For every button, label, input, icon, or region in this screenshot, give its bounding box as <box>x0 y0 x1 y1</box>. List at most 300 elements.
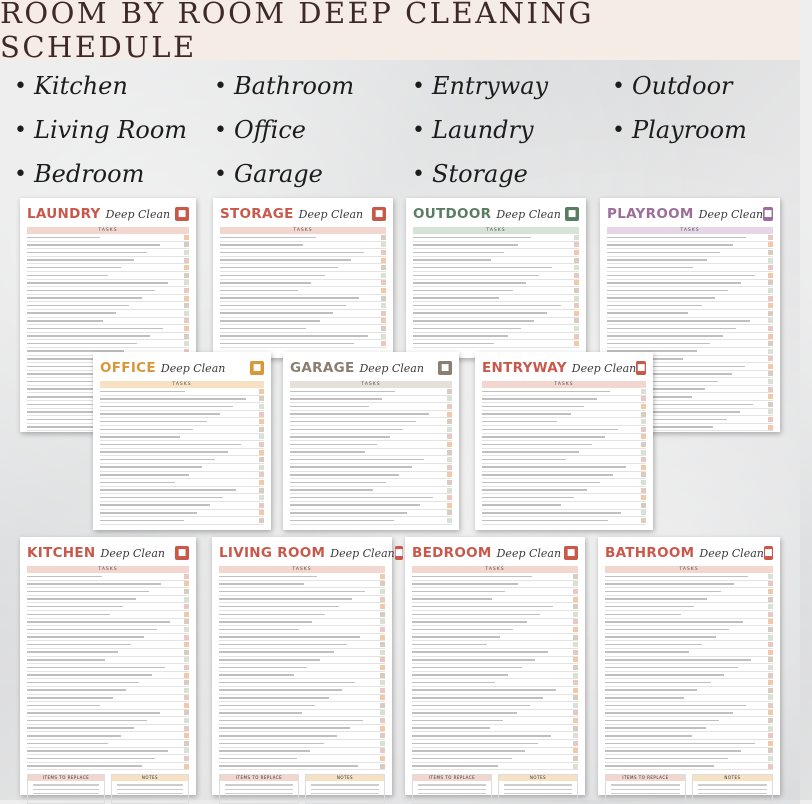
task-row <box>607 242 773 250</box>
task-checkbox[interactable] <box>184 265 189 270</box>
task-text <box>220 282 311 284</box>
task-checkbox[interactable] <box>381 258 386 263</box>
task-checkbox[interactable] <box>380 657 385 662</box>
task-checkbox[interactable] <box>380 597 385 602</box>
task-checkbox[interactable] <box>184 688 189 693</box>
task-checkbox[interactable] <box>259 472 264 477</box>
task-checkbox[interactable] <box>641 419 646 424</box>
task-checkbox[interactable] <box>573 733 578 738</box>
task-checkbox[interactable] <box>573 718 578 723</box>
task-checkbox[interactable] <box>768 356 773 361</box>
task-checkbox[interactable] <box>573 597 578 602</box>
task-checkbox[interactable] <box>768 349 773 354</box>
task-checkbox[interactable] <box>641 488 646 493</box>
task-checkbox[interactable] <box>447 465 452 470</box>
task-checkbox[interactable] <box>259 434 264 439</box>
task-checkbox[interactable] <box>259 396 264 401</box>
task-checkbox[interactable] <box>184 756 189 761</box>
task-checkbox[interactable] <box>641 389 646 394</box>
task-checkbox[interactable] <box>641 465 646 470</box>
task-checkbox[interactable] <box>447 442 452 447</box>
task-checkbox[interactable] <box>380 695 385 700</box>
task-checkbox[interactable] <box>768 748 773 753</box>
task-checkbox[interactable] <box>768 604 773 609</box>
task-text <box>412 765 498 767</box>
task-text <box>27 659 105 661</box>
task-checkbox[interactable] <box>259 510 264 515</box>
task-checkbox[interactable] <box>380 710 385 715</box>
task-checkbox[interactable] <box>380 627 385 632</box>
task-checkbox[interactable] <box>573 680 578 685</box>
task-text <box>220 275 325 277</box>
task-checkbox[interactable] <box>573 650 578 655</box>
task-checkbox[interactable] <box>380 604 385 609</box>
task-checkbox[interactable] <box>768 303 773 308</box>
task-checkbox[interactable] <box>259 442 264 447</box>
task-text <box>27 297 142 299</box>
task-checkbox[interactable] <box>574 318 579 323</box>
task-checkbox[interactable] <box>381 303 386 308</box>
task-checkbox[interactable] <box>184 250 189 255</box>
task-row <box>100 472 264 480</box>
task-checkbox[interactable] <box>641 396 646 401</box>
task-checkbox[interactable] <box>768 597 773 602</box>
task-checkbox[interactable] <box>381 341 386 346</box>
task-text <box>220 305 346 307</box>
task-checkbox[interactable] <box>447 396 452 401</box>
task-checkbox[interactable] <box>768 642 773 647</box>
task-checkbox[interactable] <box>573 764 578 769</box>
task-checkbox[interactable] <box>768 318 773 323</box>
bullet-icon: • <box>412 117 425 143</box>
task-row <box>482 472 646 480</box>
task-text <box>220 252 364 254</box>
task-checkbox[interactable] <box>184 334 189 339</box>
task-checkbox[interactable] <box>768 394 773 399</box>
task-checkbox[interactable] <box>573 574 578 579</box>
task-checkbox[interactable] <box>573 726 578 731</box>
room-item <box>412 108 612 152</box>
task-checkbox[interactable] <box>573 688 578 693</box>
task-checkbox[interactable] <box>184 635 189 640</box>
task-checkbox[interactable] <box>184 296 189 301</box>
task-checkbox[interactable] <box>641 472 646 477</box>
task-checkbox[interactable] <box>768 574 773 579</box>
task-checkbox[interactable] <box>574 326 579 331</box>
task-checkbox[interactable] <box>641 434 646 439</box>
task-checkbox[interactable] <box>259 457 264 462</box>
task-text <box>100 474 189 476</box>
room-label: Outdoor <box>632 72 733 100</box>
task-checkbox[interactable] <box>184 612 189 617</box>
task-text <box>605 758 728 760</box>
task-checkbox[interactable] <box>768 242 773 247</box>
task-checkbox[interactable] <box>380 703 385 708</box>
task-checkbox[interactable] <box>574 303 579 308</box>
task-checkbox[interactable] <box>381 273 386 278</box>
task-checkbox[interactable] <box>641 495 646 500</box>
task-row <box>412 588 578 596</box>
task-checkbox[interactable] <box>184 242 189 247</box>
task-checkbox[interactable] <box>184 280 189 285</box>
task-checkbox[interactable] <box>768 341 773 346</box>
task-checkbox[interactable] <box>768 326 773 331</box>
task-checkbox[interactable] <box>768 710 773 715</box>
task-checkbox[interactable] <box>381 235 386 240</box>
task-checkbox[interactable] <box>641 442 646 447</box>
task-checkbox[interactable] <box>768 379 773 384</box>
task-checkbox[interactable] <box>259 518 264 523</box>
task-checkbox[interactable] <box>573 703 578 708</box>
task-row <box>413 272 579 280</box>
task-text <box>290 504 420 506</box>
task-checkbox[interactable] <box>184 318 189 323</box>
room-item <box>214 152 414 196</box>
task-checkbox[interactable] <box>573 756 578 761</box>
room-item <box>14 108 214 152</box>
task-checkbox[interactable] <box>574 273 579 278</box>
task-checkbox[interactable] <box>259 503 264 508</box>
task-checkbox[interactable] <box>768 619 773 624</box>
task-row <box>27 725 189 733</box>
task-checkbox[interactable] <box>184 710 189 715</box>
task-checkbox[interactable] <box>641 503 646 508</box>
task-row <box>27 657 189 665</box>
task-checkbox[interactable] <box>768 296 773 301</box>
task-checkbox[interactable] <box>768 695 773 700</box>
task-checkbox[interactable] <box>184 642 189 647</box>
task-checkbox[interactable] <box>573 581 578 586</box>
task-checkbox[interactable] <box>768 387 773 392</box>
task-checkbox[interactable] <box>768 288 773 293</box>
task-checkbox[interactable] <box>381 296 386 301</box>
task-checkbox[interactable] <box>768 371 773 376</box>
task-text <box>100 413 220 415</box>
task-checkbox[interactable] <box>381 311 386 316</box>
task-checkbox[interactable] <box>381 242 386 247</box>
room-label: Entryway <box>432 72 549 100</box>
task-checkbox[interactable] <box>447 518 452 523</box>
task-checkbox[interactable] <box>380 619 385 624</box>
task-checkbox[interactable] <box>380 673 385 678</box>
task-checkbox[interactable] <box>259 495 264 500</box>
task-checkbox[interactable] <box>380 726 385 731</box>
task-checkbox[interactable] <box>184 695 189 700</box>
task-checkbox[interactable] <box>574 250 579 255</box>
task-checkbox[interactable] <box>380 635 385 640</box>
task-checkbox[interactable] <box>259 480 264 485</box>
task-checkbox[interactable] <box>259 465 264 470</box>
task-checkbox[interactable] <box>768 265 773 270</box>
task-checkbox[interactable] <box>380 748 385 753</box>
task-text <box>219 651 334 653</box>
task-checkbox[interactable] <box>259 412 264 417</box>
task-row <box>290 396 452 404</box>
task-checkbox[interactable] <box>768 273 773 278</box>
task-row <box>412 634 578 642</box>
sheet-subtitle: Deep Clean <box>105 207 171 221</box>
task-checkbox[interactable] <box>768 764 773 769</box>
task-checkbox[interactable] <box>184 748 189 753</box>
tasks-header: TASKS <box>27 566 189 573</box>
task-checkbox[interactable] <box>641 510 646 515</box>
task-checkbox[interactable] <box>184 235 189 240</box>
task-checkbox[interactable] <box>573 619 578 624</box>
task-checkbox[interactable] <box>184 764 189 769</box>
task-checkbox[interactable] <box>381 288 386 293</box>
task-checkbox[interactable] <box>184 650 189 655</box>
task-text <box>27 305 129 307</box>
task-checkbox[interactable] <box>380 612 385 617</box>
task-checkbox[interactable] <box>573 612 578 617</box>
task-row <box>27 596 189 604</box>
task-text <box>27 765 142 767</box>
task-checkbox[interactable] <box>184 703 189 708</box>
task-checkbox[interactable] <box>768 612 773 617</box>
task-checkbox[interactable] <box>768 409 773 414</box>
task-checkbox[interactable] <box>184 619 189 624</box>
task-checkbox[interactable] <box>184 589 189 594</box>
tasks-header: TASKS <box>219 566 385 573</box>
task-checkbox[interactable] <box>574 334 579 339</box>
task-checkbox[interactable] <box>381 318 386 323</box>
task-checkbox[interactable] <box>447 412 452 417</box>
task-checkbox[interactable] <box>184 303 189 308</box>
task-checkbox[interactable] <box>768 311 773 316</box>
task-checkbox[interactable] <box>768 703 773 708</box>
notes-box <box>111 774 189 804</box>
task-checkbox[interactable] <box>574 242 579 247</box>
task-checkbox[interactable] <box>573 710 578 715</box>
task-checkbox[interactable] <box>380 718 385 723</box>
task-checkbox[interactable] <box>574 341 579 346</box>
task-text <box>220 259 351 261</box>
task-checkbox[interactable] <box>447 419 452 424</box>
task-checkbox[interactable] <box>768 589 773 594</box>
task-checkbox[interactable] <box>573 748 578 753</box>
task-checkbox[interactable] <box>447 510 452 515</box>
task-checkbox[interactable] <box>641 404 646 409</box>
task-checkbox[interactable] <box>768 334 773 339</box>
task-checkbox[interactable] <box>184 273 189 278</box>
task-checkbox[interactable] <box>768 235 773 240</box>
task-checkbox[interactable] <box>768 425 773 430</box>
task-checkbox[interactable] <box>259 419 264 424</box>
task-checkbox[interactable] <box>380 764 385 769</box>
task-checkbox[interactable] <box>184 258 189 263</box>
task-text <box>412 651 548 653</box>
task-checkbox[interactable] <box>768 756 773 761</box>
task-checkbox[interactable] <box>184 657 189 662</box>
task-checkbox[interactable] <box>768 635 773 640</box>
task-row <box>220 257 386 265</box>
task-checkbox[interactable] <box>573 604 578 609</box>
task-checkbox[interactable] <box>259 488 264 493</box>
task-checkbox[interactable] <box>768 581 773 586</box>
task-checkbox[interactable] <box>573 665 578 670</box>
task-checkbox[interactable] <box>573 642 578 647</box>
task-checkbox[interactable] <box>184 680 189 685</box>
task-checkbox[interactable] <box>768 417 773 422</box>
task-row <box>482 396 646 404</box>
task-checkbox[interactable] <box>641 518 646 523</box>
task-checkbox[interactable] <box>184 574 189 579</box>
task-text <box>413 259 491 261</box>
task-checkbox[interactable] <box>768 364 773 369</box>
task-checkbox[interactable] <box>380 688 385 693</box>
task-text <box>607 267 693 269</box>
task-checkbox[interactable] <box>447 480 452 485</box>
task-checkbox[interactable] <box>184 341 189 346</box>
task-checkbox[interactable] <box>381 326 386 331</box>
task-checkbox[interactable] <box>184 665 189 670</box>
task-checkbox[interactable] <box>447 427 452 432</box>
task-checkbox[interactable] <box>768 688 773 693</box>
task-checkbox[interactable] <box>184 604 189 609</box>
task-checkbox[interactable] <box>768 402 773 407</box>
task-text <box>412 743 538 745</box>
task-checkbox[interactable] <box>574 265 579 270</box>
task-checkbox[interactable] <box>184 288 189 293</box>
task-checkbox[interactable] <box>574 288 579 293</box>
task-checkbox[interactable] <box>259 427 264 432</box>
task-checkbox[interactable] <box>184 326 189 331</box>
task-checkbox[interactable] <box>573 635 578 640</box>
task-checkbox[interactable] <box>447 450 452 455</box>
task-checkbox[interactable] <box>447 472 452 477</box>
task-row <box>290 434 452 442</box>
task-checkbox[interactable] <box>184 718 189 723</box>
task-text <box>219 591 365 593</box>
task-text <box>607 297 715 299</box>
task-checkbox[interactable] <box>184 581 189 586</box>
task-checkbox[interactable] <box>573 673 578 678</box>
task-checkbox[interactable] <box>768 627 773 632</box>
task-checkbox[interactable] <box>259 450 264 455</box>
task-checkbox[interactable] <box>381 250 386 255</box>
task-checkbox[interactable] <box>768 680 773 685</box>
task-checkbox[interactable] <box>768 741 773 746</box>
task-checkbox[interactable] <box>380 642 385 647</box>
task-row <box>27 272 189 280</box>
task-checkbox[interactable] <box>768 733 773 738</box>
task-checkbox[interactable] <box>259 404 264 409</box>
task-checkbox[interactable] <box>380 574 385 579</box>
task-row <box>219 702 385 710</box>
task-checkbox[interactable] <box>641 450 646 455</box>
task-checkbox[interactable] <box>768 673 773 678</box>
task-checkbox[interactable] <box>574 235 579 240</box>
task-checkbox[interactable] <box>184 597 189 602</box>
task-row <box>290 502 452 510</box>
task-checkbox[interactable] <box>380 581 385 586</box>
task-row <box>482 517 646 525</box>
task-checkbox[interactable] <box>768 657 773 662</box>
task-text <box>219 705 315 707</box>
task-checkbox[interactable] <box>381 334 386 339</box>
room-label: Office <box>234 116 306 144</box>
task-checkbox[interactable] <box>573 657 578 662</box>
task-row <box>219 588 385 596</box>
task-row <box>413 249 579 257</box>
task-row <box>27 619 189 627</box>
task-text <box>482 406 584 408</box>
task-checkbox[interactable] <box>447 404 452 409</box>
task-checkbox[interactable] <box>768 258 773 263</box>
task-text <box>413 320 534 322</box>
task-text <box>412 712 517 714</box>
sheet-subtitle: Deep Clean <box>298 207 364 221</box>
task-checkbox[interactable] <box>380 665 385 670</box>
task-row <box>413 318 579 326</box>
room-icon: ■ <box>175 207 189 221</box>
task-checkbox[interactable] <box>768 718 773 723</box>
task-checkbox[interactable] <box>184 726 189 731</box>
task-checkbox[interactable] <box>380 680 385 685</box>
task-checkbox[interactable] <box>573 741 578 746</box>
task-row <box>219 626 385 634</box>
task-checkbox[interactable] <box>641 412 646 417</box>
task-row <box>290 517 452 525</box>
task-checkbox[interactable] <box>768 250 773 255</box>
task-checkbox[interactable] <box>380 650 385 655</box>
task-checkbox[interactable] <box>447 389 452 394</box>
task-checkbox[interactable] <box>447 434 452 439</box>
task-checkbox[interactable] <box>381 280 386 285</box>
task-checkbox[interactable] <box>184 311 189 316</box>
task-checkbox[interactable] <box>380 589 385 594</box>
task-checkbox[interactable] <box>574 258 579 263</box>
task-checkbox[interactable] <box>574 296 579 301</box>
task-row <box>290 456 452 464</box>
room-icon: ■ <box>394 548 404 558</box>
task-checkbox[interactable] <box>447 488 452 493</box>
task-checkbox[interactable] <box>184 741 189 746</box>
task-checkbox[interactable] <box>768 665 773 670</box>
task-checkbox[interactable] <box>381 265 386 270</box>
task-checkbox[interactable] <box>573 589 578 594</box>
task-row <box>290 494 452 502</box>
task-checkbox[interactable] <box>573 695 578 700</box>
task-checkbox[interactable] <box>259 389 264 394</box>
task-checkbox[interactable] <box>641 480 646 485</box>
sheet-subtitle: Deep Clean <box>100 546 165 560</box>
task-checkbox[interactable] <box>184 733 189 738</box>
task-row <box>605 763 773 771</box>
task-checkbox[interactable] <box>184 673 189 678</box>
task-checkbox[interactable] <box>641 457 646 462</box>
task-text <box>100 466 202 468</box>
task-checkbox[interactable] <box>573 627 578 632</box>
task-checkbox[interactable] <box>768 650 773 655</box>
task-checkbox[interactable] <box>447 457 452 462</box>
task-checkbox[interactable] <box>380 741 385 746</box>
task-checkbox[interactable] <box>641 427 646 432</box>
room-icon: ■ <box>636 363 646 373</box>
task-checkbox[interactable] <box>574 311 579 316</box>
task-checkbox[interactable] <box>574 280 579 285</box>
task-checkbox[interactable] <box>380 733 385 738</box>
task-checkbox[interactable] <box>184 627 189 632</box>
task-row <box>219 573 385 581</box>
task-checkbox[interactable] <box>380 756 385 761</box>
task-checkbox[interactable] <box>447 503 452 508</box>
task-text <box>27 674 152 676</box>
task-checkbox[interactable] <box>768 280 773 285</box>
task-text <box>412 750 525 752</box>
task-checkbox[interactable] <box>768 726 773 731</box>
task-checkbox[interactable] <box>447 495 452 500</box>
